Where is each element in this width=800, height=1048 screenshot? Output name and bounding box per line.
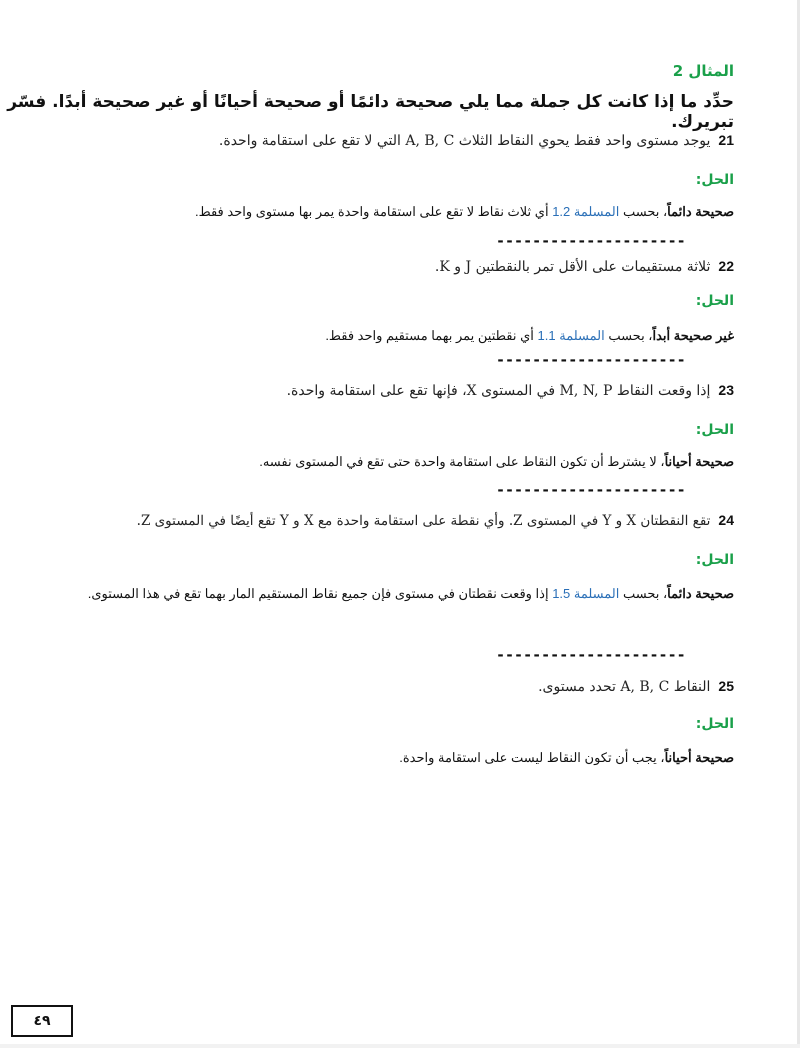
verdict: صحيحة أحياناً bbox=[664, 454, 734, 469]
separator-line: --------------------- bbox=[496, 482, 686, 498]
answer-connector: ، بحسب bbox=[619, 204, 668, 219]
question-number: 22 bbox=[718, 258, 734, 274]
question-text: يوجد مستوى واحد فقط يحوي النقاط الثلاث A, B, C التي لا تقع على استقامة واحدة. bbox=[218, 133, 711, 149]
example-title: المثال 2 bbox=[672, 62, 734, 80]
postulate-link[interactable]: المسلمة bbox=[573, 586, 620, 601]
question-text: النقاط A, B, C تحدد مستوى. bbox=[538, 679, 711, 695]
question-number: 25 bbox=[718, 678, 734, 694]
question-23 bbox=[287, 382, 734, 399]
question-21 bbox=[219, 132, 734, 149]
postulate-number[interactable]: 1.1 bbox=[537, 328, 556, 343]
question-text: ثلاثة مستقيمات على الأقل تمر بالنقطتين J و K. bbox=[434, 259, 711, 275]
separator-line: --------------------- bbox=[496, 647, 686, 663]
solution-label: الحل: bbox=[695, 552, 734, 568]
solution-label: الحل: bbox=[695, 716, 734, 732]
answer-25 bbox=[74, 742, 734, 773]
question-text: إذا وقعت النقاط M, N, P في المستوى X، فإنها تقع على استقامة واحدة. bbox=[286, 383, 711, 399]
postulate-number[interactable]: 1.2 bbox=[552, 204, 571, 219]
postulate-link[interactable]: المسلمة bbox=[559, 328, 605, 343]
question-text: تقع النقطتان X و Y في المستوى Z. وأي نقطة على استقامة واحدة مع X و Y تقع أيضًا في المستوى Z. bbox=[136, 513, 711, 529]
solution-label: الحل: bbox=[695, 293, 734, 309]
answer-21 bbox=[74, 196, 734, 227]
question-25 bbox=[538, 678, 734, 695]
question-number: 21 bbox=[718, 132, 734, 148]
postulate-number[interactable]: 1.5 bbox=[552, 586, 571, 601]
answer-24 bbox=[74, 578, 734, 609]
separator-line: --------------------- bbox=[496, 352, 686, 368]
question-22 bbox=[435, 258, 734, 275]
verdict: صحيحة دائماً bbox=[667, 586, 734, 601]
instruction-text: حدِّد ما إذا كانت كل جملة مما يلي صحيحة دائمًا أو صحيحة أحيانًا أو غير صحيحة أبدًا. فسّر تبريرك. bbox=[7, 92, 734, 132]
verdict: صحيحة أحياناً bbox=[664, 750, 734, 765]
answer-rest: ، لا يشترط أن تكون النقاط على استقامة واحدة حتى تقع في المستوى نفسه. bbox=[259, 454, 665, 469]
answer-rest: أي نقطتين يمر بهما مستقيم واحد فقط. bbox=[325, 328, 538, 343]
page-number: ٤٩ bbox=[11, 1005, 73, 1037]
answer-rest: أي ثلاث نقاط لا تقع على استقامة واحدة يمر بها مستوى واحد فقط. bbox=[195, 204, 553, 219]
answer-rest: إذا وقعت نقطتان في مستوى فإن جميع نقاط المستقيم المار بهما تقع في هذا المستوى. bbox=[87, 586, 553, 601]
answer-connector: ، بحسب bbox=[619, 586, 668, 601]
answer-connector: ، بحسب bbox=[604, 328, 653, 343]
question-number: 24 bbox=[718, 512, 734, 528]
solution-label: الحل: bbox=[695, 422, 734, 438]
separator-line: --------------------- bbox=[496, 233, 686, 249]
page-bottom-strip bbox=[0, 1044, 800, 1048]
solution-label: الحل: bbox=[695, 172, 734, 188]
question-24 bbox=[137, 512, 734, 529]
postulate-link[interactable]: المسلمة bbox=[573, 204, 620, 219]
question-number: 23 bbox=[718, 382, 734, 398]
answer-rest: ، يجب أن تكون النقاط ليست على استقامة واحدة. bbox=[399, 750, 665, 765]
verdict: غير صحيحة أبداً bbox=[652, 328, 734, 343]
answer-23 bbox=[74, 446, 734, 477]
verdict: صحيحة دائماً bbox=[667, 204, 734, 219]
answer-22 bbox=[74, 320, 734, 351]
